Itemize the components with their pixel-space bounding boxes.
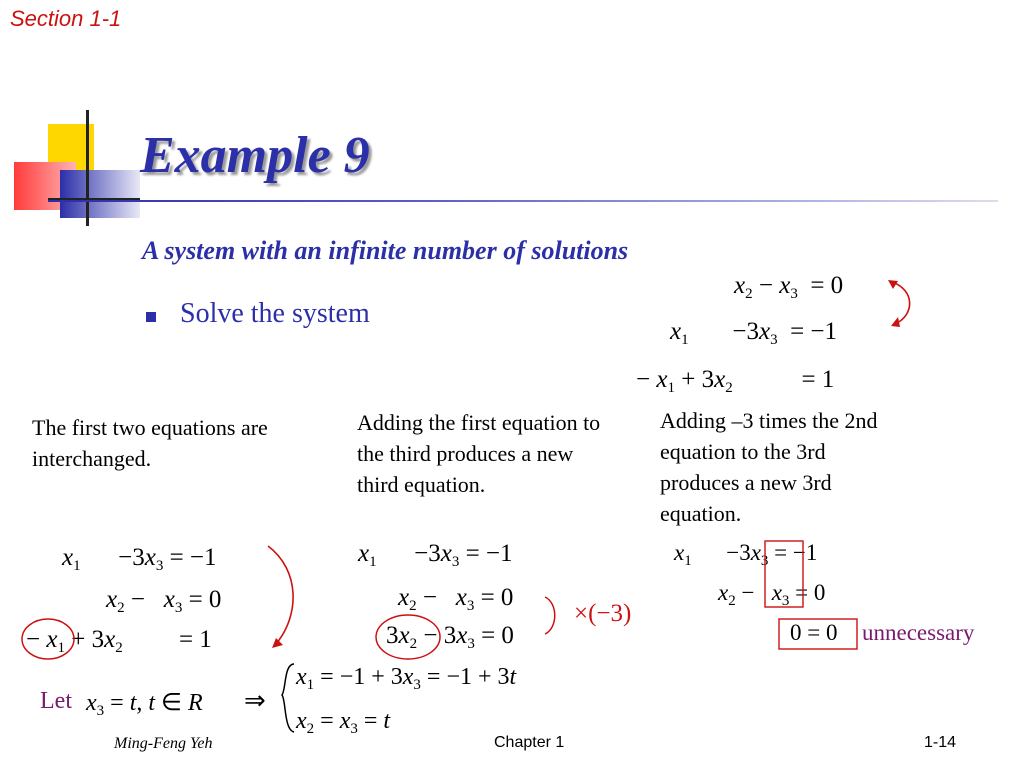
footer-page: 1-14 [924,734,957,751]
solution-brace-icon [282,664,294,732]
step1-row-2: $x_2 - x_3 = 0$ [106,586,222,616]
arrowhead-bottom-icon [891,317,900,327]
blue-block [60,170,140,218]
multiplier-arrow-icon [545,597,555,634]
system-row-3: − $x_1 + 3x_2$ = 1 [636,366,835,396]
unnecessary-equation: 0 = 0 [790,620,838,645]
arrowhead-top-icon [888,280,898,289]
footer-author: Ming-Feng Yeh [114,735,213,752]
step1-arrowhead-icon [272,638,283,648]
step1-swap-arrow-icon [268,546,293,644]
step3-row-1: $x_1$ $-3x_3 = -1$ [674,540,818,569]
multiplier-label: ×(−3) [574,600,632,627]
implies-arrow: ⇒ [244,686,266,715]
swap-arrow-icon [892,282,910,324]
step2-row-3: $3x_2 - 3x_3 = 0$ [386,622,514,652]
section-label: Section 1-1 [10,6,122,31]
bullet-text: Solve the system [180,298,370,329]
unnecessary-label: unnecessary [862,620,975,645]
let-label: Let [40,688,72,714]
step1-row-1: $x_1$ $-3x_3 = -1$ [62,544,217,574]
system-row-1: $x_2 - x_3 = 0$ [734,272,844,302]
step1-row-3: − $x_1 + 3x_2$ = 1 [26,626,212,656]
footer-chapter: Chapter 1 [494,734,565,751]
bullet-square-icon [146,312,156,322]
slide-title: Example 9 [140,127,370,184]
step2-row-1: $x_1$ $-3x_3 = -1$ [358,540,513,570]
step3-row-2: $x_2 - x_3 = 0$ [718,580,826,609]
step1-description: The first two equations are interchanged. [32,415,268,471]
step2-row-2: $x_2 - x_3 = 0$ [398,584,514,614]
vertical-line [86,110,89,226]
slide-subtitle: A system with an infinite number of solutions [142,236,629,265]
solution-line-1: $x_1 = -1 + 3x_3 = -1 + 3t$ [296,664,517,693]
title-underline [48,200,998,202]
system-row-2: $x_1$ $-3x_3 = -1$ [670,318,838,348]
step2-description: Adding the first equation to the third produces a new third equation. [357,410,601,497]
let-condition: $x_3 = t$, t ∈ R [86,690,203,719]
solution-line-2: $x_2 = x_3 = t$ [296,708,391,737]
step3-description: Adding –3 times the 2nd equation to the 3rd produces a new 3rd equation. [660,408,878,526]
decorative-logo [14,110,144,230]
